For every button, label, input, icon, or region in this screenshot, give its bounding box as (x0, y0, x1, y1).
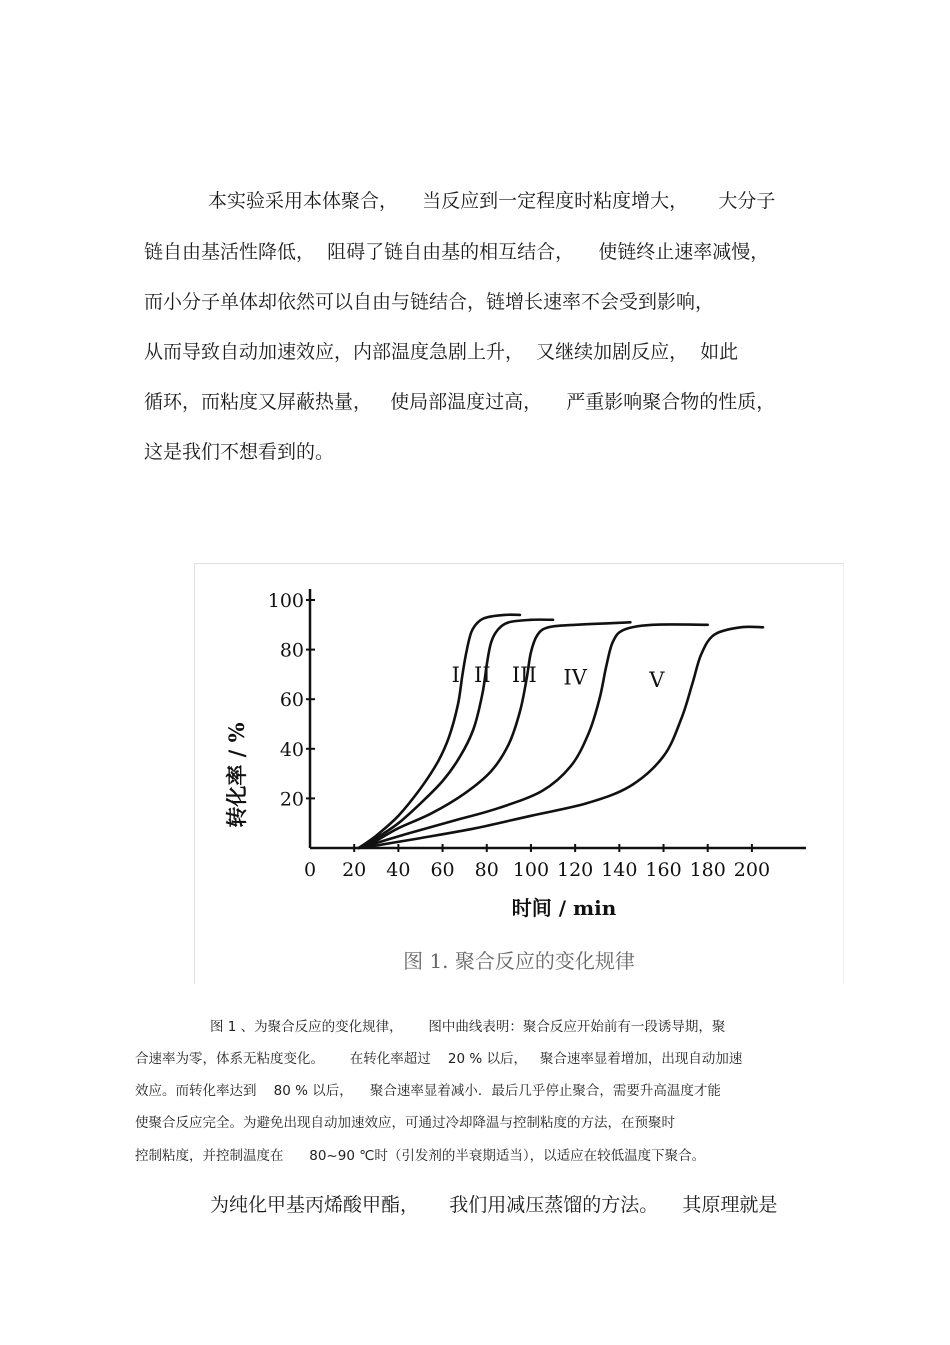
caption-line: 合速率为零，体系无粘度变化。 在转化率超过 20 % 以后， 聚合速率显着增加，出现自动加速 (135, 1051, 743, 1067)
paragraph-line: 而小分子单体却依然可以自由与链结合，链增长速率不会受到影响， (144, 291, 715, 313)
x-tick-label: 100 (512, 859, 550, 881)
x-tick-label: 20 (342, 859, 367, 881)
conversion-chart (194, 563, 842, 983)
paragraph-line: 这是我们不想看到的。 (144, 441, 335, 463)
x-tick-label: 180 (689, 859, 726, 881)
x-tick-label: 60 (430, 859, 455, 881)
paragraph-line: 链自由基活性降低， 阻碍了链自由基的相互结合， 使链终止速率减慢， (144, 241, 770, 263)
paragraph-line: 循环，而粘度又屏蔽热量， 使局部温度过高， 严重影响聚合物的性质， (144, 391, 776, 413)
x-tick-label: 0 (303, 859, 317, 881)
series-label-I: I (451, 662, 460, 687)
figure-caption-in-image: 图 1. 聚合反应的变化规律 (403, 949, 635, 973)
series-label-IV: IV (563, 665, 587, 690)
series-line-I (359, 615, 520, 848)
y-tick-label: 40 (279, 738, 304, 761)
caption-line: 图 1 、为聚合反应的变化规律， 图中曲线表明：聚合反应开始前有一段诱导期，聚 (210, 1019, 726, 1035)
series-label-II: II (474, 662, 491, 687)
x-axis-label: 时间 / min (511, 896, 617, 920)
x-tick-label: 160 (645, 859, 682, 881)
series-label-V: V (649, 667, 665, 692)
y-tick-label: 100 (267, 590, 304, 612)
x-tick-label: 140 (601, 859, 638, 881)
caption-line: 控制粘度，并控制温度在 80~90 ℃时（引发剂的半衰期适当），以适应在较低温度下聚合。 (135, 1148, 706, 1164)
x-tick-label: 80 (474, 859, 499, 881)
y-axis-label: 转化率 / % (224, 722, 249, 828)
paragraph-line: 从而导致自动加速效应，内部温度急剧上升， 又继续加剧反应， 如此 (144, 341, 739, 363)
caption-line: 效应。而转化率达到 80 % 以后， 聚合速率显着减小．最后几乎停止聚合，需要升高温度才能 (135, 1083, 721, 1099)
paragraph-line: 本实验采用本体聚合， 当反应到一定程度时粘度增大， 大分子 (208, 190, 776, 212)
next-paragraph-line: 为纯化甲基丙烯酸甲酯， 我们用减压蒸馏的方法。 其原理就是 (210, 1194, 778, 1216)
y-tick-label: 80 (279, 639, 304, 662)
chart-ticks (268, 590, 770, 881)
y-tick-label: 20 (279, 788, 304, 811)
y-tick-label: 60 (279, 689, 304, 712)
x-tick-label: 40 (386, 859, 411, 881)
chart-series (359, 615, 763, 848)
x-tick-label: 120 (557, 859, 594, 881)
series-line-V (359, 627, 763, 848)
x-tick-label: 200 (733, 859, 771, 881)
caption-line: 使聚合反应完全。为避免出现自动加速效应，可通过冷却降温与控制粘度的方法，在预聚时 (135, 1115, 675, 1131)
series-line-II (359, 620, 553, 848)
series-label-III: III (511, 662, 537, 687)
